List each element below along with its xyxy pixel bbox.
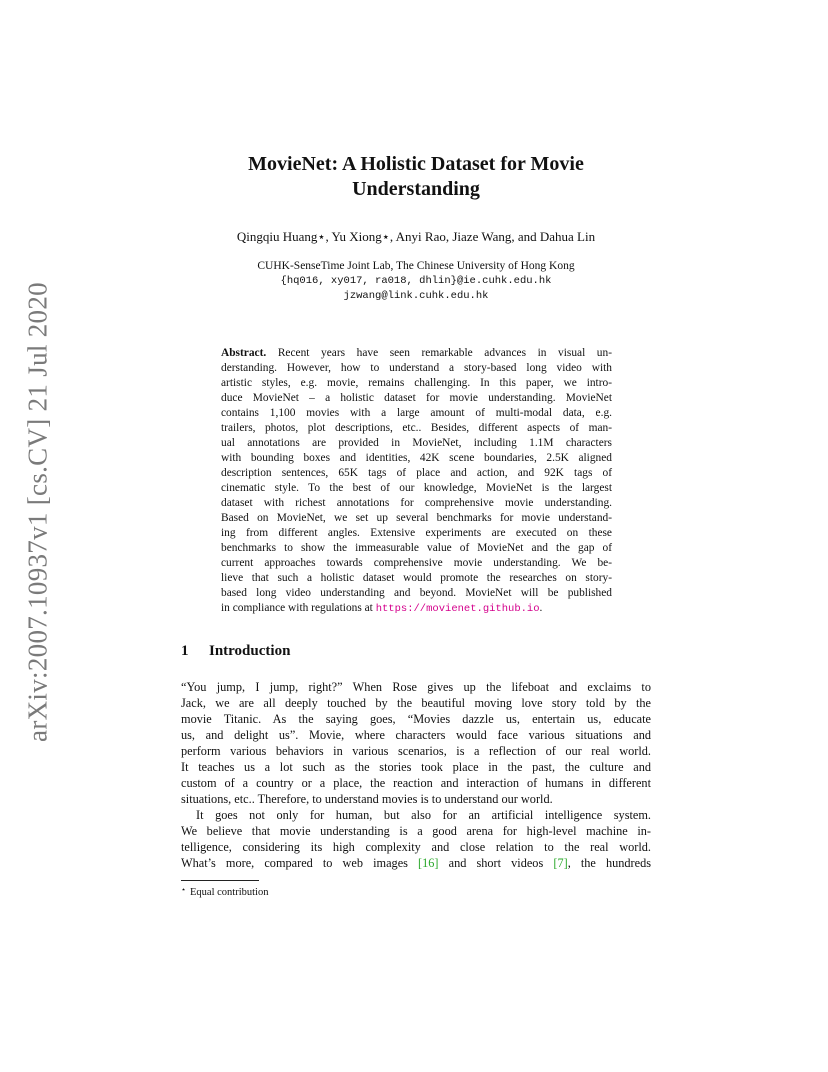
citation-link[interactable]: [16] (418, 856, 439, 870)
title-line-2: Understanding (352, 178, 480, 200)
abstract-line: lieve that such a holistic dataset would promote the researches on story- (221, 572, 612, 584)
section-title: Introduction (209, 643, 291, 659)
arxiv-sidebar (18, 282, 58, 742)
footnote-text: Equal contribution (190, 887, 269, 898)
affiliation: CUHK-SenseTime Joint Lab, The Chinese University of Hong Kong (257, 260, 575, 272)
abstract-line: contains 1,100 movies with a large amount of multi-modal data, e.g. (221, 407, 612, 419)
abstract-line: with bounding boxes and identities, 42K scene boundaries, 2.5K aligned (221, 452, 612, 464)
body-line: movie Titanic. As the saying goes, “Movies dazzle us, entertain us, educate (181, 712, 651, 726)
body-line: custom of a country or a place, the reaction and interaction of humans in different (181, 776, 651, 790)
abstract-line: benchmarks to show the immeasurable value of MovieNet and the gap of (221, 542, 612, 554)
abstract-line: description sentences, 65K tags of place and action, and 92K tags of (221, 467, 612, 479)
section-heading (181, 643, 290, 660)
abstract-line: current approaches towards comprehensive movie understanding. We be- (221, 557, 612, 569)
paper-title (180, 152, 652, 202)
project-link[interactable]: https://movienet.github.io (375, 603, 540, 615)
footnote-marker: ⋆ (181, 885, 187, 894)
body-line: us, and delight us”. Movie, where characters would face various situations and (181, 728, 651, 742)
abstract-line: trailers, photos, plot descriptions, etc.. Besides, different aspects of man- (221, 422, 612, 434)
abstract-line: ing from different angles. Extensive experiments are executed on these (221, 527, 612, 539)
body-line: “You jump, I jump, right?” When Rose gives up the lifeboat and exclaims to (181, 680, 651, 694)
abstract-line: duce MovieNet – a holistic dataset for movie understanding. MovieNet (221, 392, 612, 404)
body-line: We believe that movie understanding is a good arena for high-level machine in- (181, 824, 651, 838)
abstract-line: ual annotations are provided in MovieNet, including 1.1M characters (221, 437, 612, 449)
body-line: Jack, we are all deeply touched by the beautiful moving love story told by the (181, 696, 651, 710)
abstract-line: Abstract. Recent years have seen remarkable advances in visual un- (221, 347, 612, 359)
email-primary: {hq016, xy017, ra018, dhlin}@ie.cuhk.edu.hk (280, 275, 552, 287)
body-line: It goes not only for human, but also for an artificial intelligence system. (196, 808, 651, 822)
footnote (181, 885, 268, 898)
abstract-line: cinematic style. To the best of our knowledge, MovieNet is the largest (221, 482, 612, 494)
body-line: perform various behaviors in various scenarios, is a reflection of our real world. (181, 744, 651, 758)
abstract-line: derstanding. However, how to understand a story-based long video with (221, 362, 612, 374)
affiliation-block (180, 259, 652, 304)
body-line: It teaches us a lot such as the stories took place in the past, the culture and (181, 760, 651, 774)
section-number: 1 (181, 643, 189, 659)
title-line-1: MovieNet: A Holistic Dataset for Movie (248, 153, 584, 175)
abstract (221, 346, 612, 616)
abstract-label: Abstract. (221, 347, 267, 359)
abstract-line: in compliance with regulations at https://movienet.github.io. (221, 602, 543, 615)
abstract-line: Based on MovieNet, we set up several benchmarks for movie understand- (221, 512, 612, 524)
abstract-line: artistic styles, e.g. movie, remains challenging. In this paper, we intro- (221, 377, 612, 389)
abstract-line: dataset with richest annotations for comprehensive movie understanding. (221, 497, 612, 509)
body-line: situations, etc.. Therefore, to understand movies is to understand our world. (181, 792, 553, 806)
email-secondary: jzwang@link.cuhk.edu.hk (343, 290, 489, 302)
body-line: telligence, considering its high complexity and close relation to the real world. (181, 840, 651, 854)
citation-link[interactable]: [7] (553, 856, 568, 870)
author-list: Qingqiu Huang⋆, Yu Xiong⋆, Anyi Rao, Jiaze Wang, and Dahua Lin (236, 229, 596, 244)
introduction-text (181, 679, 651, 871)
abstract-line: based long video understanding and beyond. MovieNet will be published (221, 587, 612, 599)
footnote-rule (181, 880, 259, 881)
body-line: What’s more, compared to web images [16] and short videos [7], the hundreds (181, 856, 652, 870)
arxiv-identifier: arXiv:2007.10937v1 [cs.CV] 21 Jul 2020 (22, 282, 53, 742)
